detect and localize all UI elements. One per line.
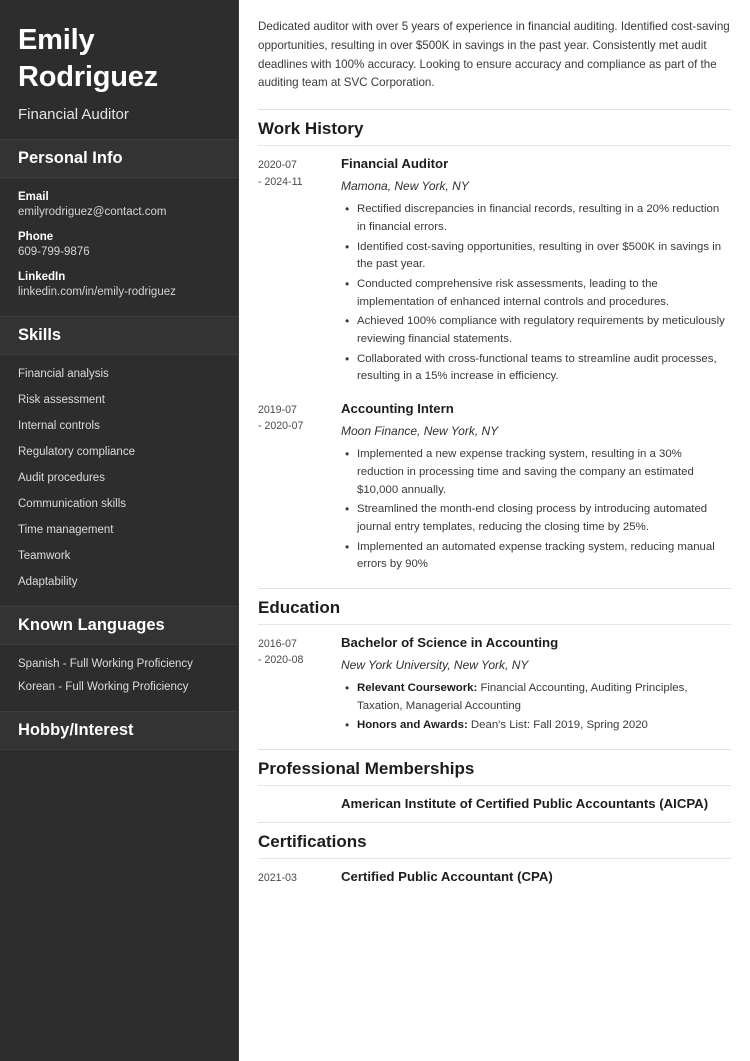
date-start: 2019-07: [258, 404, 297, 416]
education-entry: [258, 634, 731, 737]
professional-summary: Dedicated auditor with over 5 years of experience in financial auditing. Identified cost-saving opportunities, resulting in over $500K in savings in the past year. Consistently met audit deadlines with 100% accuracy. Looking to ensure accuracy and compliance as part of the auditing team at SVC Corporation.: [258, 20, 730, 90]
entry-date-range: [258, 400, 341, 576]
sidebar-heading-personal-info: Personal Info: [0, 139, 238, 178]
contact-value[interactable]: linkedin.com/in/emily-rodriguez: [18, 286, 176, 299]
personal-info-list: [0, 178, 238, 316]
entry-date-range: [258, 634, 341, 737]
bullet-item: • Achieved 100% compliance with regulatory requirements by meticulously reviewing financial statements.: [357, 313, 731, 348]
skill-item: Financial analysis: [18, 368, 109, 381]
entry-bullet-list: [341, 446, 731, 574]
entry-body: [341, 400, 731, 576]
date-end: - 2024-11: [258, 175, 303, 188]
date-end: - 2020-08: [258, 654, 304, 667]
work-entry: [258, 155, 731, 388]
main-content: [239, 0, 750, 1061]
section-heading: Certifications: [258, 822, 731, 858]
date-end: - 2020-07: [258, 420, 304, 433]
bullet-text: Financial Accounting, Auditing Principles, Taxation, Managerial Accounting: [357, 682, 688, 712]
entry-date-range: [258, 868, 341, 886]
bullet-item: • Streamlined the month-end closing process by introducing automated journal entry templates, reducing the closing time by 25%.: [357, 501, 731, 536]
skill-item: Teamwork: [18, 550, 71, 563]
section-divider: [258, 145, 731, 146]
section-heading: Professional Memberships: [258, 749, 731, 785]
membership-entry: [258, 795, 731, 812]
hobby-list: [0, 750, 238, 762]
skill-item: Regulatory compliance: [18, 446, 135, 459]
date-start: 2016-07: [258, 637, 297, 650]
sidebar-heading-skills: Skills: [0, 316, 238, 355]
skills-list: [0, 355, 238, 606]
sidebar: [0, 0, 239, 1061]
language-item: Spanish - Full Working Proficiency: [18, 658, 193, 671]
entry-body: [341, 155, 731, 388]
entry-organization: Moon Finance, New York, NY: [341, 424, 499, 439]
bullet-item: • Conducted comprehensive risk assessments, leading to the implementation of enhanced internal controls and procedures.: [357, 276, 731, 311]
job-title: Financial Auditor: [18, 106, 129, 124]
section-education: [258, 588, 731, 737]
entry-date-range: [258, 795, 341, 812]
section-divider: [258, 624, 731, 625]
entry-organization: New York University, New York, NY: [341, 658, 529, 673]
skill-item: Internal controls: [18, 420, 100, 433]
contact-value[interactable]: 609-799-9876: [18, 246, 90, 259]
bullet-item: • Rectified discrepancies in financial records, resulting in a 20% reduction in financial errors.: [357, 201, 731, 236]
skill-item: Communication skills: [18, 498, 127, 511]
entry-title: Certified Public Accountant (CPA): [341, 869, 553, 885]
section-certifications: [258, 822, 731, 886]
contact-item-phone: [18, 231, 220, 258]
section-heading: Work History: [258, 109, 731, 145]
name-block: [0, 22, 238, 139]
skill-item: Audit procedures: [18, 472, 105, 485]
date-start: 2021-03: [258, 872, 297, 885]
entry-body: [341, 634, 731, 737]
contact-item-email: [18, 191, 220, 218]
section-professional-memberships: [258, 749, 731, 812]
section-divider: [258, 785, 731, 786]
bullet-item: • Collaborated with cross-functional teams to streamline audit processes, resulting in a 15% increase in efficiency.: [357, 351, 731, 386]
bullet-item: • Implemented a new expense tracking system, resulting in a 30% reduction in processing time and saving the company an estimated $10,000 annually.: [357, 446, 731, 499]
bullet-item: [357, 717, 731, 735]
entry-date-range: [258, 155, 341, 388]
entry-bullet-list: [341, 201, 731, 386]
bullet-item: [357, 680, 731, 715]
sidebar-heading-hobby-interest: Hobby/Interest: [0, 711, 238, 750]
section-heading: Education: [258, 588, 731, 624]
entry-title: Bachelor of Science in Accounting: [341, 634, 559, 650]
sidebar-heading-known-languages: Known Languages: [0, 606, 238, 645]
contact-label: Email: [18, 191, 49, 204]
date-start: 2020-07: [258, 159, 297, 172]
bullet-lead-label: Relevant Coursework:: [357, 682, 478, 695]
bullet-text: Dean's List: Fall 2019, Spring 2020: [467, 719, 648, 732]
entry-organization: Mamona, New York, NY: [341, 179, 469, 194]
bullet-item: • Implemented an automated expense tracking system, reducing manual errors by 90%: [357, 539, 731, 574]
last-name: Rodriguez: [18, 61, 158, 94]
languages-list: [0, 645, 238, 711]
certification-entry: [258, 868, 731, 886]
entry-body: [341, 868, 731, 886]
entry-bullet-list: [341, 680, 731, 735]
entry-body: [341, 795, 731, 812]
bullet-item: • Identified cost-saving opportunities, resulting in over $500K in savings in the past year.: [357, 239, 731, 274]
contact-value[interactable]: emilyrodriguez@contact.com: [18, 206, 167, 219]
language-item: Korean - Full Working Proficiency: [18, 681, 189, 694]
contact-label: Phone: [18, 231, 54, 244]
skill-item: Time management: [18, 524, 114, 537]
contact-item-linkedin: [18, 271, 220, 298]
skill-item: Risk assessment: [18, 394, 105, 407]
entry-title: American Institute of Certified Public Accountants (AICPA): [341, 796, 709, 812]
bullet-lead-label: Honors and Awards:: [357, 719, 468, 732]
skill-item: Adaptability: [18, 576, 78, 589]
work-entry: [258, 400, 731, 576]
entry-title: Accounting Intern: [341, 401, 454, 416]
entry-title: Financial Auditor: [341, 156, 449, 172]
section-divider: [258, 858, 731, 859]
section-work-history: [258, 109, 731, 576]
first-name: Emily: [18, 24, 95, 56]
contact-label: LinkedIn: [18, 271, 66, 284]
